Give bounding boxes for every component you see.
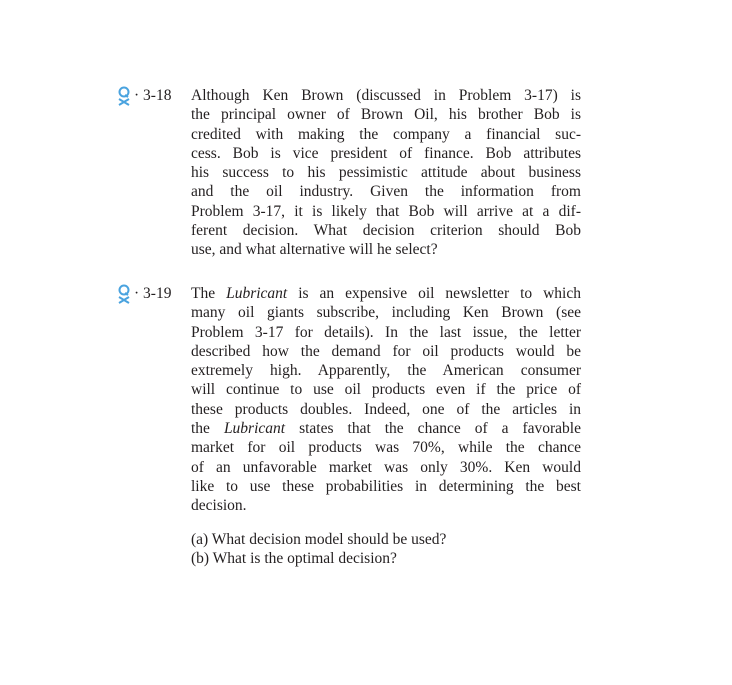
- text-line: these products doubles. Indeed, one of the articles in: [191, 400, 581, 418]
- text-line: the Lubricant states that the chance of a favorable: [191, 420, 581, 438]
- text-line: many oil giants subscribe, including Ken Brown (see: [191, 304, 581, 322]
- text-line: credited with making the company a financial suc-: [191, 125, 581, 143]
- text-line: The Lubricant is an expensive oil newsletter to which: [191, 285, 581, 302]
- text-line: Although Ken Brown (discussed in Problem 3-17) is: [191, 87, 581, 104]
- text-line: his success to his pessimistic attitude about business: [191, 164, 581, 182]
- problem-text: [191, 284, 581, 568]
- text-line: decision.: [191, 497, 247, 515]
- qm-software-icon: [116, 284, 132, 304]
- text-line: ferent decision. What decision criterion should Bob: [191, 222, 581, 240]
- text-line: market for oil products was 70%, while the chance: [191, 439, 581, 457]
- text-line: described how the demand for oil products would be: [191, 342, 581, 360]
- problem-number: 3-19: [143, 285, 172, 302]
- problem-number: 3-18: [143, 87, 172, 104]
- page: · 3-18 Although Ken Brown (discussed in Problem 3-17) is the principal owner of Brown Oil, his brother Bob is credited with making the company a financial suc- cess. Bob is vice president of finance. Bob attributes his success to his pessimistic attitude about business and the oil industry. Given the information from Problem 3-17, it is likely that Bob will arrive at a dif- ferent decision. What decision criterion should Bob use, and what alternative will he select? · 3-19 The Lubricant is an expensive oil newsletter to which many oil giants subscribe, including Ken Brown (see Problem 3-17 for details). In the last issue, the letter described how the demand for oil products would be extremely high. Apparently, the American consumer will continue to use oil products even if the price of these products doubles. Indeed, one of the articles in the Lubricant states that the chance of a favorable market for oil products was 70%, while the chance of an unfavorable market was only 30%. Ken would like to use these probabilities in determining the best decision. (a) What decision model should be used? (b) What is the optimal decision?: [0, 0, 732, 685]
- qm-software-icon: [116, 86, 132, 106]
- text-line: the principal owner of Brown Oil, his brother Bob is: [191, 106, 581, 124]
- text-line: like to use these probabilities in determining the best: [191, 477, 581, 495]
- text-line: will continue to use oil products even if the price of: [191, 381, 581, 399]
- subparts: [191, 530, 581, 569]
- text-line: extremely high. Apparently, the American consumer: [191, 362, 581, 380]
- subpart-question: (a) What decision model should be used?: [191, 530, 447, 548]
- text-line: of an unfavorable market was only 30%. Ken would: [191, 458, 581, 476]
- problem-text: [191, 86, 581, 260]
- text-line: cess. Bob is vice president of finance. Bob attributes: [191, 144, 581, 162]
- text-line: Problem 3-17, it is likely that Bob will arrive at a dif-: [191, 202, 581, 220]
- text-line: Problem 3-17 for details). In the last issue, the letter: [191, 323, 581, 341]
- subpart-question: (b) What is the optimal decision?: [191, 549, 397, 567]
- text-line: and the oil industry. Given the information from: [191, 183, 581, 201]
- text-line: use, and what alternative will he select?: [191, 241, 438, 259]
